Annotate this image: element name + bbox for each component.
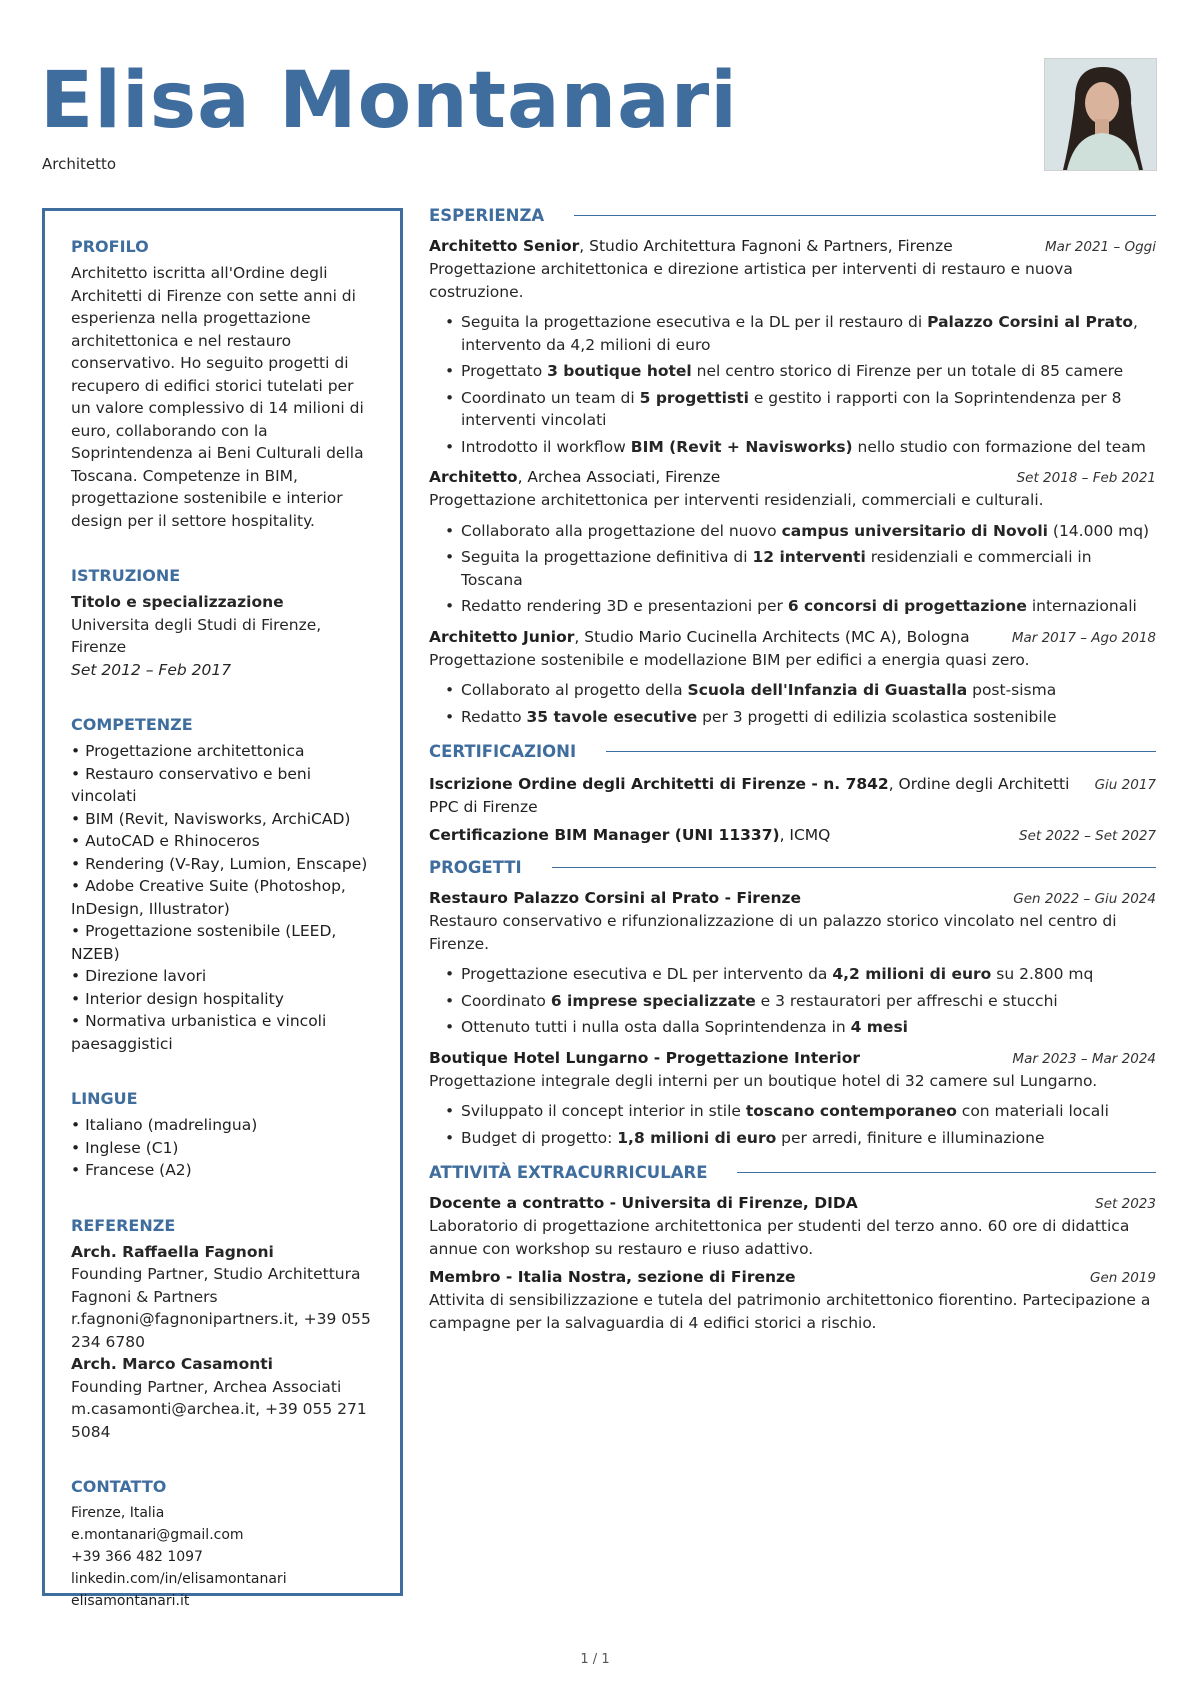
bullet-text: Introdotto il workflow [461,437,631,456]
bullet-text: residenziali e commerciali in Toscana [461,548,1092,589]
list-item [445,311,1156,356]
contact-email[interactable]: e.montanari@gmail.com [71,1527,244,1543]
job-description: Progettazione sostenibile e modellazione BIM per edifici a energia quasi zero. [429,650,1030,669]
section-divider [552,867,1156,869]
contact-section [71,1477,376,1612]
bullet-text: Collaborato al progetto della [461,681,688,699]
bullet-highlight: 4,2 milioni di euro [832,965,992,983]
bullet-highlight: 12 interventi [752,548,866,566]
activity-header [429,1194,1156,1212]
job-header [429,237,1156,255]
certification-org: , Ordine degli Architetti PPC di Firenze [429,775,1070,816]
list-item: • Direzione lavori [71,965,376,988]
main-column [429,206,1156,1348]
list-item [445,360,1156,383]
list-item: • Restauro conservativo e beni vincolati [71,763,376,808]
sidebar [42,208,403,1609]
project-dates: Mar 2023 – Mar 2024 [1012,1050,1156,1067]
reference-name: Arch. Raffaella Fagnoni [71,1242,274,1261]
reference-role: Founding Partner, Archea Associati [71,1377,342,1396]
list-item: • Rendering (V-Ray, Lumion, Enscape) [71,853,376,876]
list-item [445,436,1156,459]
bullet-text: Redatto rendering 3D e presentazioni per [461,597,788,615]
job-role: Architetto [429,468,518,486]
bullet-text: (14.000 mq) [1047,521,1150,540]
certification-name: Certificazione BIM Manager (UNI 11337) [429,826,780,844]
job-description: Progettazione architettonica e direzione artistica per interventi di restauro e nuova costruzione. [429,260,1073,301]
bullet-text: Seguita la progettazione definitiva di [461,548,753,566]
education-dates: Set 2012 – Feb 2017 [71,660,232,679]
projects-section [429,858,1156,1149]
bullet-highlight: Scuola dell'Infanzia di Guastalla [687,681,968,699]
list-item: • BIM (Revit, Navisworks, ArchiCAD) [71,808,376,831]
list-item: • Progettazione sostenibile (LEED, NZEB) [71,920,376,965]
list-item: • Francese (A2) [71,1159,376,1182]
job-bullets [429,679,1156,728]
reference-item [71,1241,376,1354]
list-item [445,706,1156,729]
reference-role: Founding Partner, Studio Architettura Fagnoni & Partners [71,1265,361,1306]
section-header [429,742,1156,761]
list-item [445,1016,1156,1039]
job-entry [429,237,1156,458]
list-item [445,990,1156,1013]
project-dates: Gen 2022 – Giu 2024 [1013,891,1156,907]
project-header [429,1049,1156,1067]
certification-header [429,826,1156,844]
contact-location: Firenze, Italia [71,1505,165,1521]
job-bullets [429,520,1156,618]
list-item [445,595,1156,618]
bullet-text: nello studio con formazione del team [852,437,1146,456]
section-header [429,858,1156,877]
bullet-text: nel centro storico di Firenze per un totale di 85 camere [691,362,1124,380]
bullet-highlight: toscano contemporaneo [745,1102,957,1120]
list-item [445,963,1156,986]
bullet-text: Ottenuto tutti i nulla osta dalla Soprintendenza in [461,1018,851,1036]
education-school: Universita degli Studi di Firenze, Firenze [71,615,322,656]
bullet-text: per 3 progetti di edilizia scolastica sostenibile [697,707,1057,726]
bullet-text: su 2.800 mq [991,965,1094,983]
certification-text [429,773,1083,818]
activity-name: Membro - Italia Nostra, sezione di Firenze [429,1268,796,1286]
activity-description: Attivita di sensibilizzazione e tutela del patrimonio architettonico fiorentino. Partecipazione a campagne per la salvaguardia di 4 edifici storici a rischio. [429,1291,1151,1332]
activity-description: Laboratorio di progettazione architettonica per studenti del terzo anno. 60 ore di didattica annue con workshop su restauro e riuso adattivo. [429,1217,1130,1258]
job-dates: Mar 2017 – Ago 2018 [1011,629,1156,646]
candidate-name: Elisa Montanari [40,56,738,146]
bullet-text: Progettazione esecutiva e DL per intervento da [461,965,833,983]
list-item [445,520,1156,543]
job-dates: Mar 2021 – Oggi [1045,239,1156,255]
bullet-text: con materiali locali [956,1102,1109,1120]
project-name: Boutique Hotel Lungarno - Progettazione Interior [429,1048,861,1067]
skills-list [71,740,376,1055]
project-description: Restauro conservativo e rifunzionalizzazione di un palazzo storico vincolato nel centro di Firenze. [429,912,1117,953]
project-bullets [429,1100,1156,1149]
job-heading-text [429,468,720,486]
list-item: • Inglese (C1) [71,1137,376,1160]
activity-header [429,1268,1156,1286]
project-entry [429,1049,1156,1150]
list-item: • Normativa urbanistica e vincoli paesaggistici [71,1010,376,1055]
bullet-text: e 3 restauratori per affreschi e stucchi [755,991,1058,1010]
list-item [445,1100,1156,1123]
extracurricular-heading: ATTIVITÀ EXTRACURRICULARE [429,1163,708,1182]
certification-org: , ICMQ [779,826,831,844]
list-item: • AutoCAD e Rhinoceros [71,830,376,853]
section-header [429,206,1156,225]
activity-dates: Set 2023 [1095,1196,1156,1212]
bullet-text: post-sisma [967,681,1057,699]
activity-entry [429,1268,1156,1334]
certifications-heading: CERTIFICAZIONI [429,742,577,761]
list-item: • Interior design hospitality [71,988,376,1011]
activity-name: Docente a contratto - Universita di Firenze, DIDA [429,1194,858,1212]
certification-name: Iscrizione Ordine degli Architetti di Firenze - n. 7842 [429,775,889,793]
project-name: Restauro Palazzo Corsini al Prato - Firenze [429,889,802,907]
bullet-highlight: 6 imprese specializzate [550,991,756,1010]
bullet-highlight: 3 boutique hotel [547,362,692,380]
bullet-text: Collaborato alla progettazione del nuovo [461,521,782,540]
profile-section [71,237,376,532]
job-description: Progettazione architettonica per interventi residenziali, commerciali e culturali. [429,491,1044,509]
bullet-highlight: Palazzo Corsini al Prato [927,313,1134,331]
contact-phone[interactable]: +39 366 482 1097 [71,1549,203,1565]
certification-entry [429,773,1156,818]
bullet-highlight: 35 tavole esecutive [526,707,698,726]
experience-section [429,206,1156,728]
bullet-text: Progettato [461,362,548,380]
education-heading: ISTRUZIONE [71,566,181,585]
certification-dates: Giu 2017 [1094,777,1156,793]
project-bullets [429,963,1156,1039]
certification-dates: Set 2022 – Set 2027 [1019,828,1156,844]
project-entry [429,889,1156,1039]
bullet-highlight: campus universitario di Novoli [781,521,1048,540]
activity-dates: Gen 2019 [1090,1270,1156,1286]
contact-linkedin[interactable]: linkedin.com/in/elisamontanari [71,1571,287,1587]
profile-heading: PROFILO [71,237,149,256]
reference-name: Arch. Marco Casamonti [71,1355,273,1373]
reference-contact: r.fagnoni@fagnonipartners.it, +39 055 234 6780 [71,1310,371,1351]
list-item [445,1127,1156,1150]
job-org: , Archea Associati, Firenze [517,468,721,486]
bullet-highlight: 4 mesi [850,1018,908,1036]
skills-heading: COMPETENZE [71,715,193,734]
job-heading-text [429,628,970,646]
references-heading: REFERENZE [71,1215,176,1235]
bullet-text: Seguita la progettazione esecutiva e la DL per il restauro di [461,313,928,331]
job-role: Architetto Senior [429,237,580,255]
job-header [429,468,1156,486]
education-degree: Titolo e specializzazione [71,593,284,611]
page-number: 1 / 1 [580,1652,610,1667]
projects-heading: PROGETTI [429,858,522,877]
portrait-image [1045,59,1156,170]
languages-heading: LINGUE [71,1089,138,1108]
bullet-text: Coordinato [461,991,551,1010]
profile-text: Architetto iscritta all'Ordine degli Architetti di Firenze con sette anni di esperienza nella progettazione architettonica e nel restauro conservativo. Ho seguito progetti di recupero di edifici storici tutelati per un valore complessivo di 14 milioni di euro, collaborando con la Soprintendenza ai Beni Culturali della Toscana. Competenze in BIM, progettazione sostenibile e interior design per il settore hospitality. [71,264,364,530]
bullet-text: per arredi, finiture e illuminazione [776,1128,1045,1147]
bullet-text: e gestito i rapporti con la Soprintendenza per 8 interventi vincolati [461,388,1122,429]
job-title: Architetto [42,155,117,173]
activity-entry [429,1194,1156,1260]
section-header [429,1163,1156,1182]
experience-heading: ESPERIENZA [429,206,545,225]
list-item: • Progettazione architettonica [71,740,376,763]
job-dates: Set 2018 – Feb 2021 [1016,470,1156,486]
certification-entry [429,826,1156,844]
job-bullets [429,311,1156,458]
skills-section [71,715,376,1055]
bullet-highlight: 6 concorsi di progettazione [787,597,1027,615]
project-description: Progettazione integrale degli interni per un boutique hotel di 32 camere sul Lungarno. [429,1071,1098,1090]
bullet-text: Redatto [461,707,527,726]
education-section [71,566,376,681]
bullet-highlight: 1,8 milioni di euro [617,1128,777,1147]
bullet-text: , intervento da 4,2 milioni di euro [461,313,1138,354]
job-entry [429,468,1156,618]
list-item: • Adobe Creative Suite (Photoshop, InDesign, Illustrator) [71,875,376,920]
bullet-highlight: BIM (Revit + Navisworks) [630,437,853,456]
reference-item [71,1353,376,1443]
job-role: Architetto Junior [429,627,575,646]
languages-list [71,1114,376,1182]
job-org: , Studio Architettura Fagnoni & Partners, Firenze [579,237,953,255]
bullet-text: Coordinato un team di [461,388,640,407]
languages-section [71,1089,376,1182]
job-org: , Studio Mario Cucinella Architects (MC A), Bologna [574,627,970,646]
list-item: • Italiano (madrelingua) [71,1114,376,1137]
project-header [429,889,1156,907]
certification-text [429,826,830,844]
contact-website[interactable]: elisamontanari.it [71,1593,190,1609]
extracurricular-section [429,1163,1156,1334]
certifications-section [429,742,1156,844]
section-divider [574,215,1156,217]
bullet-highlight: 5 progettisti [639,388,749,407]
contact-heading: CONTATTO [71,1477,167,1496]
certification-header [429,773,1156,818]
job-header [429,628,1156,646]
bullet-text: internazionali [1026,597,1137,615]
section-divider [606,751,1156,753]
job-heading-text [429,237,953,255]
references-section [71,1216,376,1444]
list-item [445,679,1156,702]
job-entry [429,628,1156,729]
bullet-text: Budget di progetto: [461,1128,618,1147]
list-item [445,546,1156,591]
section-divider [737,1172,1156,1174]
list-item [445,387,1156,432]
bullet-text: Sviluppato il concept interior in stile [461,1102,746,1120]
profile-photo [1044,58,1157,171]
reference-contact: m.casamonti@archea.it, +39 055 271 5084 [71,1400,367,1441]
